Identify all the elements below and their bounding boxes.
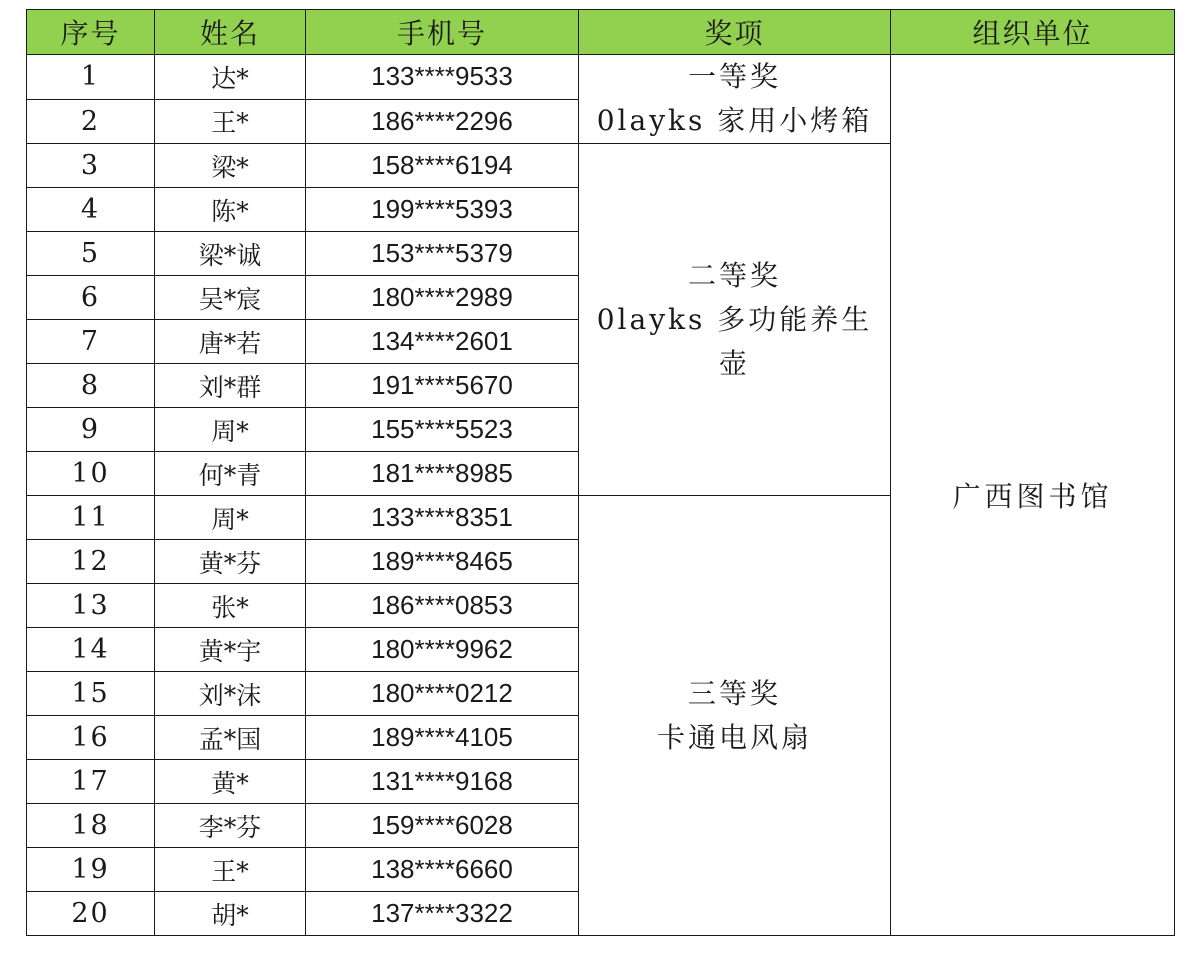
row-seq: 8: [27, 364, 155, 408]
row-phone: 137****3322: [306, 892, 579, 936]
row-name: 周*: [155, 408, 306, 452]
row-name: 梁*诚: [155, 232, 306, 276]
row-name: 王*: [155, 848, 306, 892]
row-phone: 131****9168: [306, 760, 579, 804]
row-phone: 180****9962: [306, 628, 579, 672]
prize-cell: [579, 144, 891, 496]
winners-table: [26, 9, 1175, 936]
row-name: 黄*: [155, 760, 306, 804]
row-name: 周*: [155, 496, 306, 540]
row-phone: 181****8985: [306, 452, 579, 496]
row-seq: 13: [27, 584, 155, 628]
row-name: 黄*芬: [155, 540, 306, 584]
row-phone: 189****4105: [306, 716, 579, 760]
row-phone: 191****5670: [306, 364, 579, 408]
row-seq: 20: [27, 892, 155, 936]
row-name: 李*芬: [155, 804, 306, 848]
row-name: 刘*群: [155, 364, 306, 408]
row-seq: 10: [27, 452, 155, 496]
row-phone: 133****8351: [306, 496, 579, 540]
prize-item: 0layks 多功能养生: [596, 302, 873, 336]
row-seq: 17: [27, 760, 155, 804]
row-name: 胡*: [155, 892, 306, 936]
table-header: [27, 10, 1175, 55]
prize-level: 一等奖: [687, 60, 781, 93]
row-seq: 3: [27, 144, 155, 188]
header-phone: 手机号: [306, 10, 579, 55]
row-seq: 5: [27, 232, 155, 276]
row-name: 达*: [155, 55, 306, 100]
row-seq: 4: [27, 188, 155, 232]
row-name: 孟*国: [155, 716, 306, 760]
row-seq: 9: [27, 408, 155, 452]
row-name: 刘*沫: [155, 672, 306, 716]
row-seq: 18: [27, 804, 155, 848]
row-phone: 158****6194: [306, 144, 579, 188]
prize-level: 二等奖: [687, 258, 781, 292]
prize-cell: [579, 55, 891, 144]
row-phone: 138****6660: [306, 848, 579, 892]
row-phone: 180****0212: [306, 672, 579, 716]
row-name: 梁*: [155, 144, 306, 188]
row-phone: 153****5379: [306, 232, 579, 276]
row-phone: 155****5523: [306, 408, 579, 452]
prize-cell: [579, 496, 891, 936]
header-prize: 奖项: [579, 10, 891, 55]
row-phone: 133****9533: [306, 55, 579, 100]
row-name: 吴*宸: [155, 276, 306, 320]
header-seq: 序号: [27, 10, 155, 55]
row-name: 何*青: [155, 452, 306, 496]
header-org: 组织单位: [891, 10, 1175, 55]
row-seq: 2: [27, 99, 155, 144]
row-seq: 12: [27, 540, 155, 584]
row-seq: 11: [27, 496, 155, 540]
row-name: 黄*宇: [155, 628, 306, 672]
table-body: [27, 55, 1175, 936]
row-phone: 189****8465: [306, 540, 579, 584]
table-row: [27, 55, 1175, 100]
row-name: 张*: [155, 584, 306, 628]
row-seq: 6: [27, 276, 155, 320]
row-phone: 159****6028: [306, 804, 579, 848]
prize-level: 三等奖: [687, 676, 781, 710]
row-phone: 186****2296: [306, 99, 579, 144]
row-seq: 16: [27, 716, 155, 760]
row-seq: 14: [27, 628, 155, 672]
row-seq: 19: [27, 848, 155, 892]
row-name: 陈*: [155, 188, 306, 232]
row-name: 王*: [155, 99, 306, 144]
row-seq: 7: [27, 320, 155, 364]
prize-item: 壶: [718, 346, 750, 380]
row-phone: 199****5393: [306, 188, 579, 232]
header-name: 姓名: [155, 10, 306, 55]
row-seq: 1: [27, 55, 155, 100]
prize-item: 卡通电风扇: [656, 720, 812, 754]
row-phone: 180****2989: [306, 276, 579, 320]
row-phone: 186****0853: [306, 584, 579, 628]
prize-item: 0layks 家用小烤箱: [596, 104, 873, 137]
org-cell: 广西图书馆: [891, 55, 1175, 936]
row-phone: 134****2601: [306, 320, 579, 364]
row-seq: 15: [27, 672, 155, 716]
header-row: [27, 10, 1175, 55]
row-name: 唐*若: [155, 320, 306, 364]
